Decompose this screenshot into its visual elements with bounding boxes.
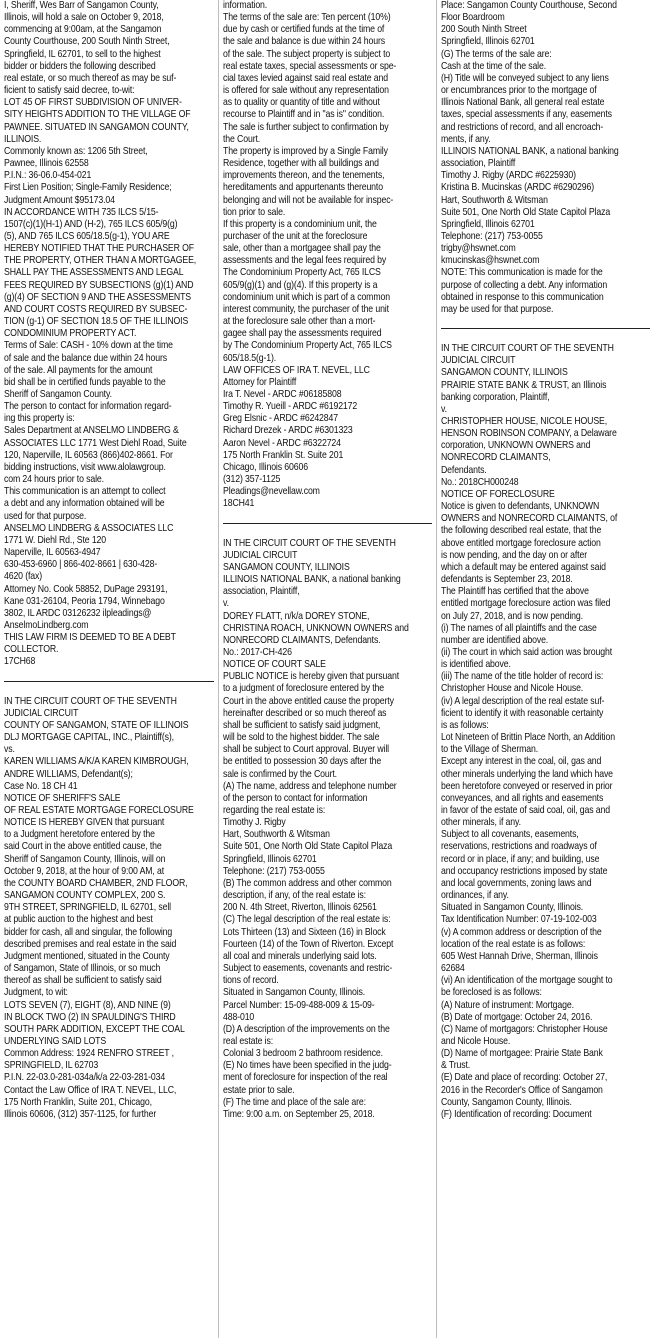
notice-text-line: association, Plaintiff, — [223, 586, 300, 598]
notice-text-line: of sale and the balance due within 24 hours — [4, 352, 167, 364]
notice-text-line: sale, other than a mortgagee shall pay the — [223, 243, 381, 255]
notice-text-line: by The Condominium Property Act, 765 ILCS — [223, 340, 392, 352]
notice-text-line: (ii) The court in which said action was brought — [441, 646, 612, 658]
notice-text-line: PRAIRIE STATE BANK & TRUST, an Illinois — [441, 379, 607, 391]
notice-text-line: Except any interest in the coal, oil, gas and — [441, 756, 602, 768]
notice-text-line: Residence, together with all buildings and — [223, 158, 379, 170]
notice-text-line: interest community, the purchaser of the unit — [223, 303, 389, 315]
notice-text-line: ordinances, if any. — [441, 890, 509, 902]
notice-text-line: ing this property is: — [4, 413, 75, 425]
notice-text-line: 2016 in the Recorder's Office of Sangamon — [441, 1084, 603, 1096]
notice-text-line: (g)(4) OF SECTION 9 AND THE ASSESSMENTS — [4, 291, 191, 303]
notice-text-line: of the sale. The subject property is subject to — [223, 48, 391, 60]
notice-text-line: I, Sheriff, Wes Barr of Sangamon County, — [4, 0, 159, 11]
notice-text-line: ment of foreclosure for inspection of the real — [223, 1072, 388, 1084]
notice-text-line: (D) Name of mortgagee: Prairie State Bank — [441, 1048, 603, 1060]
notice-text-line: (F) Identification of recording: Document — [441, 1108, 592, 1120]
notice-text-line: Floor Boardroom — [441, 12, 505, 24]
notice-text-line: Springfield, Illinois 62701 — [441, 218, 535, 230]
notice-text-line: TION (g-1) OF SECTION 18.5 OF THE ILLINOIS — [4, 316, 189, 328]
notice-text-line: (E) No times have been specified in the judg- — [223, 1060, 392, 1072]
notice-text-line: 175 North Franklin St. Suite 201 — [223, 449, 344, 461]
notice-text-line: 605/18.5(g-1). — [223, 352, 277, 364]
notice-text-line: Hart, Southworth & Witsman — [223, 829, 330, 841]
notice-text-line: bid shall be in certified funds payable to the — [4, 376, 166, 388]
notice-text-line: taxes, special assessments if any, easements — [441, 109, 612, 121]
notice-text-line: 200 South Ninth Street — [441, 24, 527, 36]
notice-text-line: Subject to all covenants, easements, — [441, 829, 579, 841]
notice-text-line: banking corporation, Plaintiff, — [441, 391, 550, 403]
notice-text-line: will be sold to the highest bidder. The sale — [223, 732, 380, 744]
notice-text-line: v. — [441, 403, 447, 415]
notice-text-line: regarding the real estate is: — [223, 805, 326, 816]
notice-text-line: Richard Drezek - ARDC #6301323 — [223, 425, 353, 437]
notice-text-line: The terms of the sale are: Ten percent (10%) — [223, 12, 391, 24]
notice-text-line: and local governments, zoning laws and — [441, 877, 592, 889]
notice-text-line: ILLINOIS NATIONAL BANK, a national banking — [441, 145, 619, 157]
notice-text-line: IN THE CIRCUIT COURT OF THE SEVENTH — [223, 537, 396, 549]
notice-text-line: and occupancy restrictions imposed by state — [441, 865, 608, 877]
notice-text-line: Cash at the time of the sale. — [441, 60, 547, 72]
notice-text-line: the COUNTY BOARD CHAMBER, 2ND FLOOR, — [4, 877, 188, 889]
notice-text-line: ASSOCIATES LLC 1771 West Diehl Road, Suite — [4, 437, 187, 449]
notice-text-line: corporation, UNKNOWN OWNERS and — [441, 440, 591, 452]
column-3 — [436, 0, 654, 1338]
notice-text-line: (C) Name of mortgagors: Christopher House — [441, 1023, 608, 1035]
notice-text-line: Attorney No. Cook 58852, DuPage 293191, — [4, 583, 168, 595]
notice-text-line: SHALL PAY THE ASSESSMENTS AND LEGAL — [4, 267, 184, 279]
notice-text-line: kmucinskas@hswnet.com — [441, 255, 540, 267]
notice-text-line: 4620 (fax) — [4, 571, 43, 583]
notice-text-line: Fourteen (14) of the Town of Riverton. Except — [223, 938, 394, 950]
notice-text-line: the following described real estate, that the — [441, 525, 602, 537]
notice-text-line: purchaser of the unit at the foreclosure — [223, 230, 368, 242]
notice-text-line: Judgment, to wit: — [4, 987, 68, 999]
notice-text-line: Timothy R. Yueill - ARDC #6192172 — [223, 401, 358, 413]
notice-text-line: vs. — [4, 744, 15, 756]
notice-text-line: Christopher House and Nicole House. — [441, 683, 584, 695]
notice-text-line: of the sale. All payments for the amount — [4, 364, 153, 376]
notice-text-line: commencing at 9:00am, at the Sangamon — [4, 24, 162, 36]
notice-text-line: (B) Date of mortgage: October 24, 2016. — [441, 1011, 593, 1023]
notice-text-line: above entitled mortgage foreclosure action — [441, 537, 601, 549]
notice-text-line: be entitled to possession 30 days after the — [223, 756, 382, 768]
notice-text-line: cial taxes levied against said real estate and — [223, 72, 388, 84]
notice-text-line: tion prior to sale. — [223, 206, 286, 218]
notice-text-line: SOUTH PARK ADDITION, EXCEPT THE COAL — [4, 1023, 185, 1035]
notice-text-line: Court in the above entitled cause the property — [223, 695, 394, 707]
notice-text-line: The property is improved by a Single Family — [223, 145, 388, 157]
notice-text-line: 1771 W. Diehl Rd., Ste 120 — [4, 534, 107, 546]
notice-text-line: 630-453-6960 | 866-402-8661 | 630-428- — [4, 559, 158, 571]
notice-text-line: (5), AND 765 ILCS 605/18.5(g-1), YOU ARE — [4, 230, 170, 242]
notice-text-line: record or in place, if any; and building, use — [441, 853, 600, 865]
notice-text-line: of the person to contact for information — [223, 792, 368, 804]
notice-text-line: is identified above. — [441, 659, 511, 671]
notice-text-line: number are identified above. — [441, 634, 549, 646]
notice-text-line: Telephone: (217) 753-0055 — [223, 865, 325, 877]
notice-text-line: reservations, restrictions and roadways of — [441, 841, 597, 853]
notice-text-line: estate prior to sale. — [223, 1084, 295, 1096]
notice-text-line: No.: 2017-CH-426 — [223, 646, 292, 658]
notice-text-line: on July 27, 2018, and is now pending. — [441, 610, 583, 622]
notice-text-line: NOTICE OF SHERIFF'S SALE — [4, 792, 121, 804]
notice-text-line: (vi) An identification of the mortgage sought to — [441, 975, 613, 987]
notice-text-line: LAW OFFICES OF IRA T. NEVEL, LLC — [223, 364, 370, 376]
notice-text-line: 1507(c)(1)(H-1) AND (H-2), 765 ILCS 605/9(g) — [4, 218, 178, 230]
notice-text-line: (312) 357-1125 — [223, 474, 281, 486]
notice-text-line: Aaron Nevel - ARDC #6322724 — [223, 437, 341, 449]
notice-text-line: The sale is further subject to confirmation by — [223, 121, 389, 133]
notice-text-line: CONDOMINIUM PROPERTY ACT. — [4, 328, 137, 340]
column-1 — [0, 0, 218, 1338]
notice-text-line: Telephone: (217) 753-0055 — [441, 230, 543, 242]
notice-text-line: Lot Nineteen of Brittin Place North, an Addition — [441, 732, 615, 744]
notice-text-line: the Court. — [223, 133, 261, 145]
notice-text-line: AnselmoLindberg.com — [4, 619, 89, 631]
notice-text-line: used for that purpose. — [4, 510, 87, 522]
notice-text-line: The Condominium Property Act, 765 ILCS — [223, 267, 381, 279]
notice-text-line: P.I.N.: 36-06.0-454-021 — [4, 170, 92, 182]
notice-text-line: Illinois, will hold a sale on October 9, 2018, — [4, 12, 164, 24]
notice-text-line: JUDICIAL CIRCUIT — [441, 355, 516, 367]
notice-text-line: and restrictions of record, and all encroach- — [441, 121, 604, 133]
notice-text-line: (G) The terms of the sale are: — [441, 48, 552, 60]
notice-text-line: (D) A description of the improvements on the — [223, 1023, 390, 1035]
notice-text-line: Colonial 3 bedroom 2 bathroom residence. — [223, 1048, 383, 1060]
notice-text-line: If this property is a condominium unit, the — [223, 218, 377, 230]
notice-text-line: Sheriff of Sangamon County, Illinois, will on — [4, 853, 166, 865]
notice-text-line: 18CH41 — [223, 498, 255, 510]
notice-text-line: Kristina B. Mucinskas (ARDC #6290296) — [441, 182, 594, 194]
notice-text-line: (F) The time and place of the sale are: — [223, 1096, 366, 1108]
notice-text-line: (iii) The name of the title holder of record is: — [441, 671, 604, 683]
notice-text-line: LOT 45 OF FIRST SUBDIVISION OF UNIVER- — [4, 97, 182, 109]
notice-text-line: SANGAMON COUNTY, ILLINOIS — [223, 561, 350, 573]
notice-text-line: DOREY FLATT, n/k/a DOREY STONE, — [223, 610, 370, 622]
notice-text-line: OF REAL ESTATE MORTGAGE FORECLOSURE — [4, 805, 194, 816]
notice-text-line: condominium unit which is part of a common — [223, 291, 390, 303]
notice-text-line: 17CH68 — [4, 656, 36, 668]
notice-text-line: sale is confirmed by the Court. — [223, 768, 337, 780]
notice-text-line: other minerals, if any. — [441, 817, 521, 829]
notice-text-line: Springfield, IL 62701, to sell to the highest — [4, 48, 161, 60]
notice-text-line: Sheriff of Sangamon County. — [4, 389, 112, 400]
notice-divider — [223, 523, 432, 524]
notice-text-line: (B) The common address and other common — [223, 877, 392, 889]
legal-notice — [223, 538, 432, 1122]
notice-text-line: Springfield, Illinois 62701 — [441, 36, 535, 48]
notice-text-line: (A) The name, address and telephone number — [223, 780, 397, 792]
notice-text-line: COLLECTOR. — [4, 644, 59, 656]
notice-text-line: 605/9(g)(1) and (g)(4). If this property is a — [223, 279, 378, 291]
notice-text-line: all coal and minerals underlying said lots. — [223, 950, 377, 962]
notice-text-line: CHRISTOPHER HOUSE, NICOLE HOUSE, — [441, 416, 608, 427]
notice-text-line: Parcel Number: 15-09-488-009 & 15-09- — [223, 999, 375, 1011]
notice-text-line: description, if any, of the real estate is: — [223, 890, 366, 902]
notice-text-line: Subject to easements, covenants and restric- — [223, 963, 393, 975]
notice-text-line: com 24 hours prior to sale. — [4, 474, 104, 486]
notice-text-line: 9TH STREET, SPRINGFIELD, IL 62701, sell — [4, 902, 171, 914]
notice-text-line: to a Judgment heretofore entered by the — [4, 829, 155, 841]
notice-text-line: Pawnee, Illinois 62558 — [4, 158, 89, 170]
notice-text-line: THE PROPERTY, OTHER THAN A MORTGAGEE, — [4, 255, 197, 267]
notice-text-line: is now pending, and the day on or after — [441, 549, 588, 561]
notice-text-line: trigby@hswnet.com — [441, 243, 516, 255]
notice-text-line: NONRECORD CLAIMANTS, — [441, 452, 551, 464]
notice-text-line: FEES REQUIRED BY SUBSECTIONS (g)(1) AND — [4, 279, 194, 291]
notice-text-line: association, Plaintiff — [441, 158, 516, 170]
notice-text-line: Tax Identification Number: 07-19-102-003 — [441, 914, 597, 926]
notice-text-line: Attorney for Plaintiff — [223, 376, 297, 388]
notice-text-line: ANDRE WILLIAMS, Defendant(s); — [4, 768, 133, 780]
notice-text-line: AND COURT COSTS REQUIRED BY SUBSEC- — [4, 303, 188, 315]
notice-text-line: ANSELMO LINDBERG & ASSOCIATES LLC — [4, 522, 174, 534]
notice-text-line: Commonly known as: 1206 5th Street, — [4, 145, 148, 157]
notice-text-line: Chicago, Illinois 60606 — [223, 461, 308, 473]
notice-text-line: Time: 9:00 a.m. on September 25, 2018. — [223, 1108, 375, 1120]
notice-text-line: real estate is: — [223, 1035, 274, 1047]
notice-text-line: bidding instructions, visit www.alolawgroup. — [4, 461, 166, 473]
notice-text-line: First Lien Position; Single-Family Residence; — [4, 182, 172, 194]
notice-text-line: and Nicole House. — [441, 1035, 511, 1047]
notice-text-line: 3802, IL ARDC 03126232 ilpleadings@ — [4, 607, 152, 619]
notice-text-line: CHRISTINA ROACH, UNKNOWN OWNERS and — [223, 622, 409, 634]
notice-text-line: Pleadings@nevellaw.com — [223, 486, 320, 498]
notice-text-line: (A) Nature of instrument: Mortgage. — [441, 999, 574, 1011]
notice-text-line: may be used for that purpose. — [441, 303, 554, 315]
notice-text-line: SANGAMON COUNTY, ILLINOIS — [441, 367, 568, 379]
notice-text-line: 120, Naperville, IL 60563 (866)402-8661. For — [4, 449, 173, 461]
notice-text-line: Suite 501, One North Old State Capitol Plaza — [441, 206, 611, 218]
notice-text-line: to the Village of Sherman. — [441, 744, 539, 756]
notice-text-line: entitled mortgage foreclosure action was filed — [441, 598, 611, 610]
notice-text-line: Ira T. Nevel - ARDC #06185808 — [223, 389, 342, 400]
notice-text-line: at public auction to the highest and best — [4, 914, 153, 926]
notice-text-line: other minerals underlying the land which have — [441, 768, 613, 780]
notice-text-line: County, Sangamon County, Illinois. — [441, 1096, 572, 1108]
notice-text-line: Place: Sangamon County Courthouse, Second — [441, 0, 617, 11]
notice-text-line: said Court in the above entitled cause, the — [4, 841, 162, 853]
notice-text-line: NOTICE IS HEREBY GIVEN that pursuant — [4, 817, 165, 829]
notice-text-line: as to quality or quantity of title and without — [223, 97, 380, 109]
notice-text-line: Lots Thirteen (13) and Sixteen (16) in Block — [223, 926, 386, 938]
notice-text-line: gagee shall pay the assessments required — [223, 328, 382, 340]
notice-text-line: Situated in Sangamon County, Illinois. — [441, 902, 584, 914]
notice-text-line: (v) A common address or description of the — [441, 926, 602, 938]
notice-text-line: Timothy J. Rigby — [223, 817, 286, 829]
notice-text-line: HENSON ROBINSON COMPANY, a Delaware — [441, 428, 617, 440]
notice-text-line: at the foreclosure sale other than a mort- — [223, 316, 376, 328]
notice-text-line: ficient to identify it with reasonable certainty — [441, 707, 604, 719]
notice-text-line: is as follows: — [441, 719, 489, 731]
legal-notice — [4, 696, 214, 1121]
notice-text-line: information. — [223, 0, 268, 11]
notice-text-line: Notice is given to defendants, UNKNOWN — [441, 501, 600, 513]
notice-text-line: which a default may be entered against said — [441, 561, 606, 573]
notice-text-line: (H) Title will be conveyed subject to any liens — [441, 72, 609, 84]
notice-text-line: IN THE CIRCUIT COURT OF THE SEVENTH — [441, 343, 614, 355]
notice-text-line: 605 West Hannah Drive, Sherman, Illinois — [441, 950, 598, 962]
notice-text-line: Timothy J. Rigby (ARDC #6225930) — [441, 170, 576, 182]
notice-text-line: IN BLOCK TWO (2) IN SPAULDING'S THIRD — [4, 1011, 176, 1023]
notice-text-line: ficient to satisfy said decree, to-wit: — [4, 85, 135, 97]
notice-text-line: SANGAMON COUNTY COMPLEX, 200 S. — [4, 890, 166, 902]
notice-text-line: v. — [223, 598, 229, 610]
notice-text-line: (iv) A legal description of the real estate suf- — [441, 695, 605, 707]
notice-text-line: defendants is September 23, 2018. — [441, 574, 573, 586]
notice-text-line: or encumbrances prior to the mortgage of — [441, 85, 597, 97]
notice-text-line: Greg Elsnic - ARDC #6242847 — [223, 413, 338, 425]
notice-text-line: P.I.N. 22-03.0-281-034a/k/a 22-03-281-034 — [4, 1072, 166, 1084]
notice-text-line: IN THE CIRCUIT COURT OF THE SEVENTH — [4, 695, 177, 707]
notice-text-line: ments, if any. — [441, 133, 491, 145]
notice-text-line: 62684 — [441, 963, 465, 975]
legal-notice — [441, 343, 650, 1121]
notice-text-line: (i) The names of all plaintiffs and the case — [441, 622, 597, 634]
notice-text-line: (C) The legal description of the real estate is: — [223, 914, 391, 926]
notice-text-line: (E) Date and place of recording: October 27, — [441, 1072, 608, 1084]
notice-text-line: ILLINOIS NATIONAL BANK, a national banking — [223, 574, 401, 586]
notice-text-line: purpose of collecting a debt. Any information — [441, 279, 608, 291]
notice-text-line: SITY HEIGHTS ADDITION TO THE VILLAGE OF — [4, 109, 191, 121]
notice-text-line: of Sangamon, State of Illinois, or so much — [4, 963, 161, 975]
notice-text-line: THIS LAW FIRM IS DEEMED TO BE A DEBT — [4, 632, 176, 644]
notice-text-line: is offered for sale without any representation — [223, 85, 389, 97]
notice-text-line: October 9, 2018, at the hour of 9:00 AM, at — [4, 865, 165, 877]
notice-text-line: IN ACCORDANCE WITH 735 ILCS 5/15- — [4, 206, 159, 218]
notice-text-line: obtained in response to this communication — [441, 291, 604, 303]
legal-notice — [441, 0, 650, 316]
notice-text-line: 175 North Franklin, Suite 201, Chicago, — [4, 1096, 152, 1108]
notice-text-line: & Trust. — [441, 1060, 471, 1072]
notice-text-line: real estate, or so much thereof as may be suf- — [4, 72, 177, 84]
notice-text-line: Common Address: 1924 RENFRO STREET , — [4, 1048, 174, 1060]
notice-text-line: Judgment mentioned, situated in the County — [4, 950, 170, 962]
notice-divider — [441, 328, 650, 329]
notice-text-line: Terms of Sale: CASH - 10% down at the time — [4, 340, 173, 352]
notice-text-line: bidder for cash, all and singular, the following — [4, 926, 173, 938]
notice-text-line: Contact the Law Office of IRA T. NEVEL, LLC, — [4, 1084, 177, 1096]
notice-text-line: Situated in Sangamon County, Illinois. — [223, 987, 366, 999]
notice-text-line: 488-010 — [223, 1011, 255, 1023]
notice-divider — [4, 681, 214, 682]
notice-text-line: location of the real estate is as follows: — [441, 938, 586, 950]
notice-text-line: No.: 2018CH000248 — [441, 476, 519, 488]
notice-text-line: OWNERS and NONRECORD CLAIMANTS, of — [441, 513, 618, 525]
notice-text-line: due by cash or certified funds at the time of — [223, 24, 385, 36]
notice-text-line: conveyances, and all rights and easements — [441, 792, 604, 804]
notice-text-line: Springfield, Illinois 62701 — [223, 853, 317, 865]
notice-text-line: JUDICIAL CIRCUIT — [4, 707, 79, 719]
notice-text-line: Judgment Amount $95173.04 — [4, 194, 115, 206]
notice-text-line: Illinois National Bank, all general real estate — [441, 97, 605, 109]
notice-text-line: recourse to Plaintiff and in "as is" condition. — [223, 109, 385, 121]
legal-notice — [4, 0, 214, 669]
notice-text-line: been heretofore conveyed or reserved in prior — [441, 780, 613, 792]
notice-text-line: COUNTY OF SANGAMON, STATE OF ILLINOIS — [4, 719, 189, 731]
notice-text-line: KAREN WILLIAMS A/K/A KAREN KIMBROUGH, — [4, 756, 189, 768]
notice-text-line: a debt and any information obtained will be — [4, 498, 165, 510]
notice-text-line: SPRINGFIELD, IL 62703 — [4, 1060, 99, 1072]
notice-text-line: This communication is an attempt to collect — [4, 486, 166, 498]
notice-text-line: real estate taxes, special assessments or spe- — [223, 60, 397, 72]
notice-text-line: NOTICE OF COURT SALE — [223, 659, 326, 671]
notice-text-line: the sale and balance is due within 24 hours — [223, 36, 385, 48]
notice-text-line: hereditaments and appurtenants thereunto — [223, 182, 383, 194]
notice-text-line: LOTS SEVEN (7), EIGHT (8), AND NINE (9) — [4, 999, 171, 1011]
notice-text-line: bidder or bidders the following described — [4, 60, 156, 72]
notice-text-line: Kane 031-26104, Peoria 1794, Winnebago — [4, 595, 165, 607]
notice-text-line: be foreclosed is as follows: — [441, 987, 542, 999]
notice-text-line: NONRECORD CLAIMANTS, Defendants. — [223, 634, 381, 646]
notice-text-line: DLJ MORTGAGE CAPITAL, INC., Plaintiff(s), — [4, 732, 174, 744]
notice-text-line: ILLINOIS. — [4, 133, 42, 145]
notice-text-line: Suite 501, One North Old State Capitol Plaza — [223, 841, 393, 853]
notice-text-line: The Plaintiff has certified that the above — [441, 586, 589, 598]
notice-text-line: The person to contact for information regard- — [4, 401, 172, 413]
notice-text-line: tions of record. — [223, 975, 279, 987]
notice-text-line: PAWNEE. SITUATED IN SANGAMON COUNTY, — [4, 121, 189, 133]
notice-text-line: Sales Department at ANSELMO LINDBERG & — [4, 425, 179, 437]
notice-text-line: described premises and real estate in the said — [4, 938, 177, 950]
notice-text-line: shall be sufficient to satisfy said judgment, — [223, 719, 381, 731]
notice-text-line: belonging and will not be available for inspec- — [223, 194, 394, 206]
notice-text-line: UNDERLYING SAID LOTS — [4, 1035, 107, 1047]
legal-notice — [223, 0, 432, 511]
notice-text-line: NOTE: This communication is made for the — [441, 267, 603, 279]
notice-text-line: Hart, Southworth & Witsman — [441, 194, 548, 206]
notice-text-line: Illinois 60606, (312) 357-1125, for further — [4, 1108, 157, 1120]
notice-text-line: assessments and the legal fees required by — [223, 255, 387, 267]
notice-text-line: Defendants. — [441, 464, 487, 476]
notice-text-line: hereinafter described or so much thereof as — [223, 707, 387, 719]
notice-text-line: Case No. 18 CH 41 — [4, 780, 78, 792]
notice-text-line: thereof as shall be sufficient to satisfy said — [4, 975, 162, 987]
notice-text-line: HEREBY NOTIFIED THAT THE PURCHASER OF — [4, 243, 194, 255]
notice-text-line: 200 N. 4th Street, Riverton, Illinois 62561 — [223, 902, 377, 914]
notice-text-line: County Courthouse, 200 South Ninth Street, — [4, 36, 170, 48]
notice-text-line: Naperville, IL 60563-4947 — [4, 547, 101, 559]
notice-text-line: shall be subject to Court approval. Buyer will — [223, 744, 389, 756]
notice-text-line: improvements thereon, and the tenements, — [223, 170, 385, 182]
notice-text-line: to a judgment of foreclosure entered by the — [223, 683, 385, 695]
notice-text-line: NOTICE OF FORECLOSURE — [441, 488, 555, 500]
column-2 — [218, 0, 436, 1338]
notice-text-line: PUBLIC NOTICE is hereby given that pursuant — [223, 671, 400, 683]
notice-text-line: in favor of the estate of said coal, oil, gas and — [441, 805, 610, 816]
notice-text-line: JUDICIAL CIRCUIT — [223, 549, 298, 561]
